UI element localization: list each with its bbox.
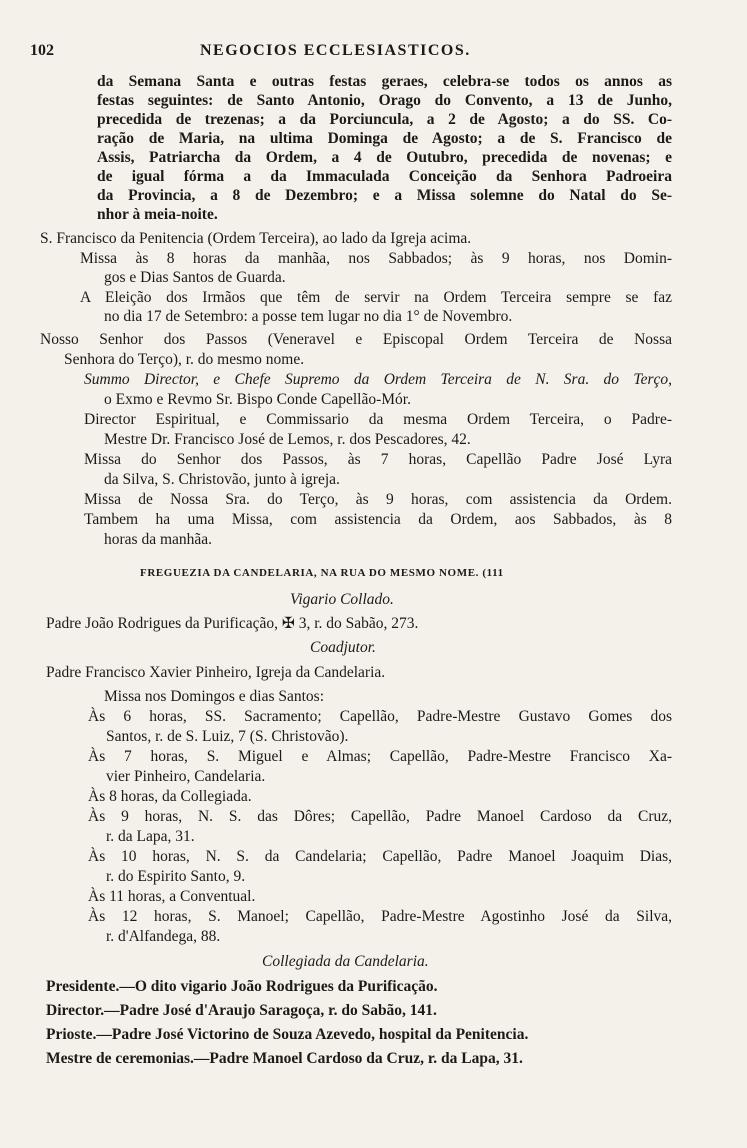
- text-line: nhor à meia-noite.: [97, 206, 218, 223]
- text-line: Mestre Dr. Francisco José de Lemos, r. dos Pescadores, 42.: [104, 431, 471, 448]
- text-line: Presidente.—O dito vigario João Rodrigues da Purificação.: [46, 978, 438, 995]
- page-number: 102: [30, 42, 54, 59]
- text-line: festas seguintes: de Santo Antonio, Orago do Convento, a 13 de Junho,: [97, 92, 672, 109]
- text-line: Mestre de ceremonias.—Padre Manoel Cardoso da Cruz, r. da Lapa, 31.: [46, 1050, 523, 1067]
- text-line: da Semana Santa e outras festas geraes, celebra-se todos os annos as: [97, 73, 672, 90]
- running-title: NEGOCIOS ECCLESIASTICOS.: [200, 42, 471, 59]
- subheading: Collegiada da Candelaria.: [262, 953, 429, 970]
- text-line: Santos, r. de S. Luiz, 7 (S. Christovão).: [106, 728, 349, 745]
- text-line: Director.—Padre José d'Araujo Saragoça, r. do Sabão, 141.: [46, 1002, 437, 1019]
- text-line: r. da Lapa, 31.: [106, 828, 195, 845]
- text-line: Director Espiritual, e Commissario da mesma Ordem Terceira, o Padre-: [84, 411, 672, 428]
- text-line: vier Pinheiro, Candelaria.: [106, 768, 266, 785]
- text-line: Às 12 horas, S. Manoel; Capellão, Padre-Mestre Agostinho José da Silva,: [88, 908, 672, 925]
- text-line: Às 7 horas, S. Miguel e Almas; Capellão, Padre-Mestre Francisco Xa-: [88, 748, 672, 765]
- text-line: Senhora do Terço), r. do mesmo nome.: [64, 351, 305, 368]
- text-line: Missa de Nossa Sra. do Terço, às 9 horas, com assistencia da Ordem.: [84, 491, 672, 508]
- text-line: de igual fórma a da Immaculada Conceição da Senhora Padroeira: [97, 168, 672, 185]
- subheading: Vigario Collado.: [290, 591, 394, 608]
- text-line: Às 10 horas, N. S. da Candelaria; Capellão, Padre Manoel Joaquim Dias,: [88, 848, 672, 865]
- text-line: Às 6 horas, SS. Sacramento; Capellão, Padre-Mestre Gustavo Gomes dos: [88, 708, 672, 725]
- section-heading: FREGUEZIA DA CANDELARIA, NA RUA DO MESMO NOME. (111: [140, 567, 504, 579]
- text-line: Às 8 horas, da Collegiada.: [88, 788, 252, 805]
- text-line: da Silva, S. Christovão, junto à igreja.: [104, 471, 340, 488]
- text-line: A Eleição dos Irmãos que têm de servir na Ordem Terceira sempre se faz: [80, 289, 672, 306]
- text-line: Assis, Patriarcha da Ordem, a 4 de Outubro, precedida de novenas; e: [97, 149, 672, 166]
- text-line: Tambem ha uma Missa, com assistencia da Ordem, aos Sabbados, às 8: [84, 511, 672, 528]
- entry-heading: Nosso Senhor dos Passos (Veneravel e Episcopal Ordem Terceira de Nossa: [40, 331, 672, 348]
- text-line: gos e Dias Santos de Guarda.: [104, 269, 286, 286]
- text-line: Missa nos Domingos e dias Santos:: [104, 688, 325, 705]
- subheading: Coadjutor.: [310, 639, 376, 656]
- text-line: ração de Maria, na ultima Dominga de Agosto; a de S. Francisco de: [97, 130, 672, 147]
- entry-heading: S. Francisco da Penitencia (Ordem Terceira), ao lado da Igreja acima.: [40, 230, 472, 247]
- text-line: precedida de trezenas; a da Porciuncula, a 2 de Agosto; a do SS. Co-: [97, 111, 672, 128]
- text-line: da Provincia, a 8 de Dezembro; e a Missa solemne do Natal do Se-: [97, 187, 672, 204]
- text-line: o Exmo e Revmo Sr. Bispo Conde Capellão-Mór.: [104, 391, 411, 408]
- text-line: Às 9 horas, N. S. das Dôres; Capellão, Padre Manoel Cardoso da Cruz,: [88, 808, 672, 825]
- text-line: no dia 17 de Setembro: a posse tem lugar no dia 1° de Novembro.: [104, 308, 513, 325]
- text-line: Padre Francisco Xavier Pinheiro, Igreja da Candelaria.: [46, 664, 386, 681]
- text-line: Missa do Senhor dos Passos, às 7 horas, Capellão Padre José Lyra: [84, 451, 672, 468]
- text-line: Às 11 horas, a Conventual.: [88, 888, 256, 905]
- text-line: r. do Espirito Santo, 9.: [106, 868, 246, 885]
- text-line: Padre João Rodrigues da Purificação, ✠ 3, r. do Sabão, 273.: [46, 615, 419, 632]
- text-line: Missa às 8 horas da manhãa, nos Sabbados; às 9 horas, nos Domin-: [80, 250, 672, 267]
- text-line: Prioste.—Padre José Victorino de Souza Azevedo, hospital da Penitencia.: [46, 1026, 529, 1043]
- text-line: Summo Director, e Chefe Supremo da Ordem Terceira de N. Sra. do Terço,: [84, 371, 672, 388]
- page-header: [30, 42, 720, 66]
- text-line: r. d'Alfandega, 88.: [106, 928, 221, 945]
- text-line: horas da manhãa.: [104, 531, 213, 548]
